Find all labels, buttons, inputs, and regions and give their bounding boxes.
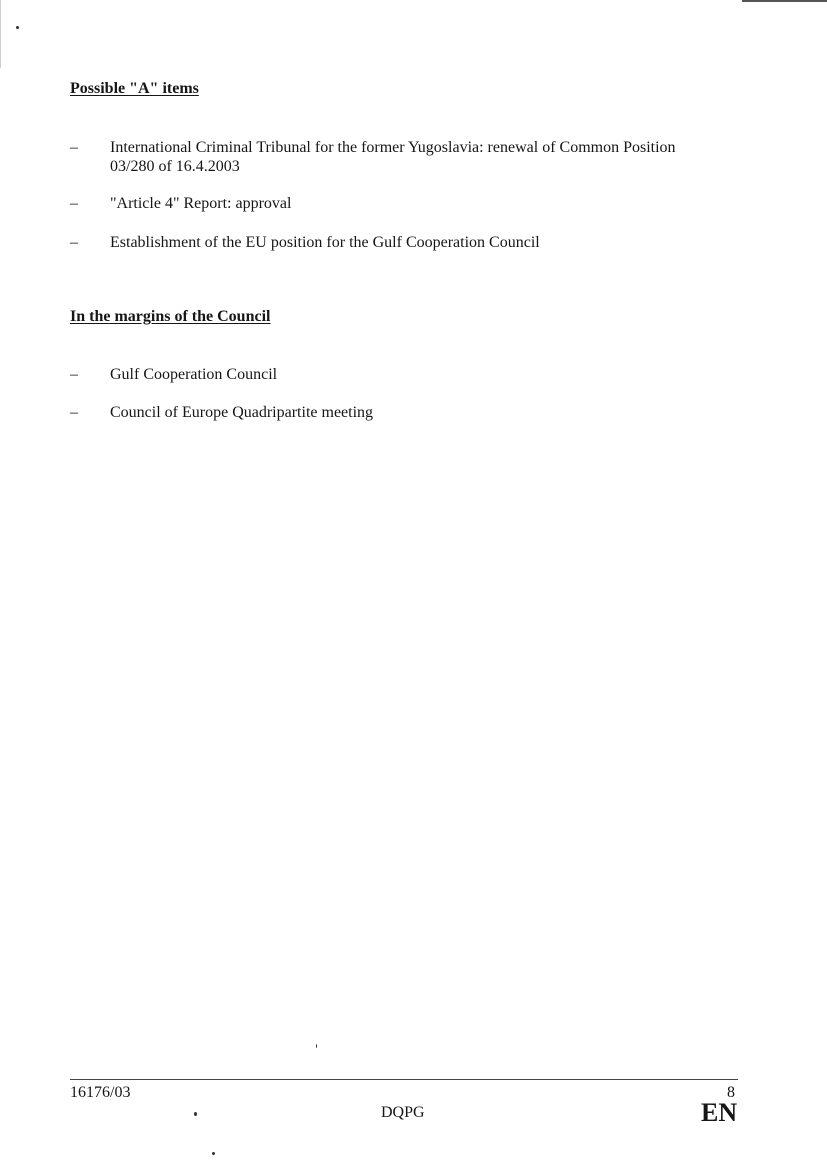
footer-language-code: EN <box>701 1098 738 1127</box>
item-text: Gulf Cooperation Council <box>110 366 278 383</box>
section-heading-possible-a-items: Possible "A" items <box>70 80 199 97</box>
list-item <box>70 365 710 384</box>
footer-page-number: 8 <box>727 1084 735 1101</box>
bullet-dash: – <box>70 139 78 156</box>
scan-speck <box>16 26 19 29</box>
item-text: International Criminal Tribunal for the former Yugoslavia: renewal of Common Position 03/280 of 16.4.2003 <box>110 139 676 175</box>
bullet-dash: – <box>70 404 78 421</box>
bullet-dash: – <box>70 234 78 251</box>
footer-doc-number: 16176/03 <box>70 1084 131 1101</box>
margins-items-list <box>70 365 710 422</box>
footer-directorate: DQPG <box>381 1104 425 1121</box>
item-text: "Article 4" Report: approval <box>110 195 292 212</box>
scan-speck <box>316 1044 317 1048</box>
footer-rule <box>70 1079 738 1080</box>
scan-edge-line <box>742 0 827 2</box>
list-item <box>70 403 710 422</box>
scan-edge-left <box>0 0 1 68</box>
list-item <box>70 194 710 213</box>
item-text: Council of Europe Quadripartite meeting <box>110 404 374 421</box>
list-item <box>70 233 710 252</box>
scan-speck <box>194 1112 197 1116</box>
bullet-dash: – <box>70 195 78 212</box>
section-heading-in-the-margins: In the margins of the Council <box>70 308 271 325</box>
bullet-dash: – <box>70 366 78 383</box>
possible-a-items-list <box>70 138 710 252</box>
list-item <box>70 138 710 176</box>
scan-speck <box>212 1152 215 1155</box>
item-text: Establishment of the EU position for the Gulf Cooperation Council <box>110 234 540 251</box>
